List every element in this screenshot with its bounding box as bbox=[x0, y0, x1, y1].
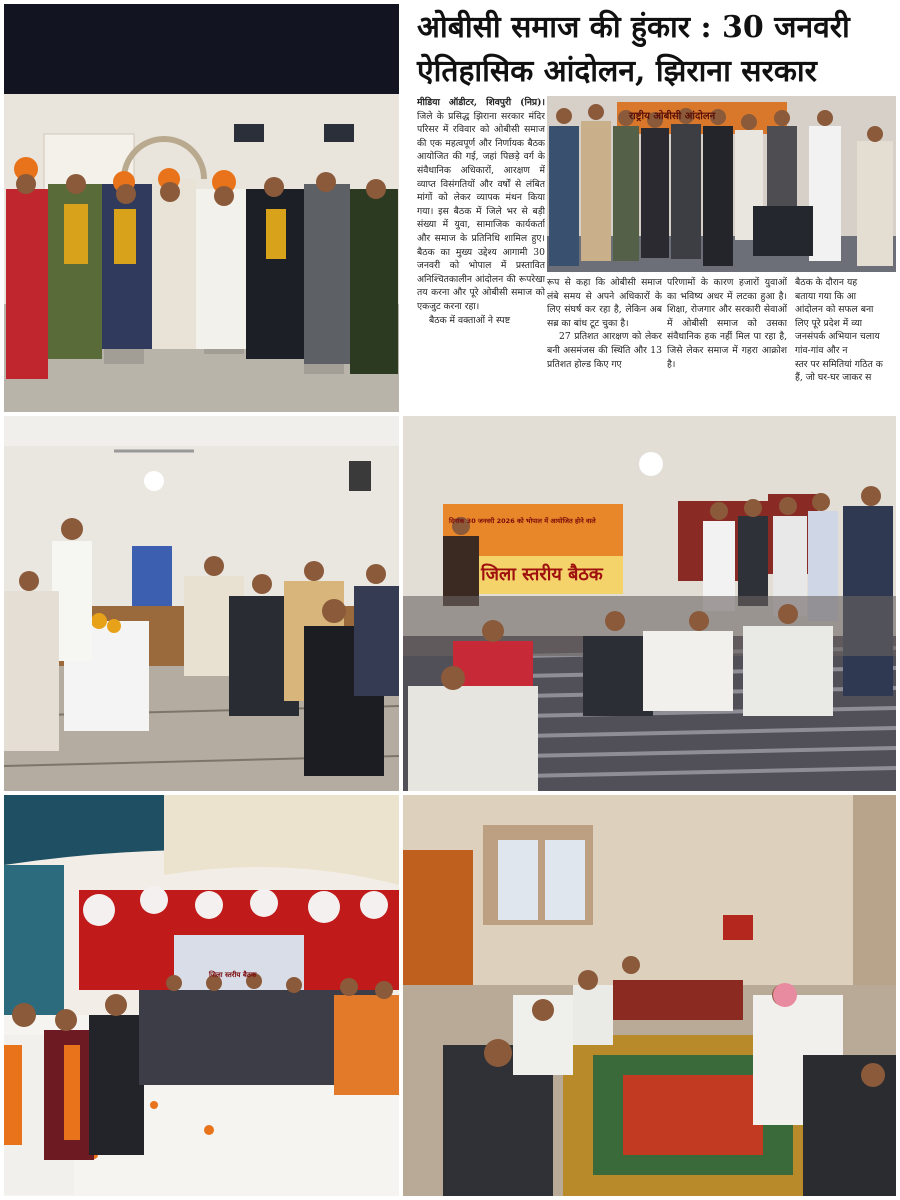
headline-line-2: ऐतिहासिक आंदोलन, झिराना सरकार bbox=[417, 54, 817, 89]
column-2-para-2: 27 प्रतिशत आरक्षण को लेकर बनी असमंजस की स्थिति और 13 प्रतिशत होल्ड किए गए bbox=[547, 331, 662, 370]
photo-temple-hall-meeting bbox=[403, 795, 896, 1196]
article-column-4 bbox=[795, 276, 895, 406]
photo-district-meeting bbox=[403, 416, 896, 791]
column-1-tail: बैठक में वक्ताओं ने स्पष्ट bbox=[429, 314, 511, 326]
dateline: मीडिया ऑडीटर, शिवपुरी (निप्र)। bbox=[417, 97, 545, 108]
newspaper-headline bbox=[417, 6, 892, 94]
column-4-line: आंदोलन को सफल बना bbox=[795, 304, 874, 316]
column-2-para-1: रूप से कहा कि ओबीसी समाज लंबे समय से अपने अधिकारों के लिए संघर्ष कर रहा है, लेकिन अब सब्र का बांध टूट चुका है। bbox=[547, 277, 662, 329]
photo-felicitation-group bbox=[4, 4, 399, 412]
column-4-line: स्तर पर समितियां गठित क bbox=[795, 358, 883, 370]
photo-decorated-hall bbox=[4, 795, 399, 1196]
column-4-line: जनसंपर्क अभियान चलाय bbox=[795, 331, 880, 343]
banner-date-line: दिनांक 30 जनवरी 2026 को भोपाल में आयोजित होने वाले bbox=[449, 517, 596, 525]
article-photo bbox=[547, 96, 896, 272]
photo-banner-text: राष्ट्रीय ओबीसी आंदोलन bbox=[629, 111, 716, 122]
article-column-1 bbox=[417, 96, 545, 396]
column-4-line: गांव-गांव और न bbox=[795, 344, 848, 356]
hall-banner-title: जिला स्तरीय बैठक bbox=[209, 971, 257, 979]
headline-line-1: ओबीसी समाज की हुंकार : 30 जनवरी bbox=[417, 10, 850, 45]
banner-main-title: जिला स्तरीय बैठक bbox=[481, 564, 603, 585]
column-4-line: लिए पूरे प्रदेश में व्या bbox=[795, 317, 863, 329]
newspaper-clipping bbox=[403, 4, 896, 412]
article-column-2 bbox=[547, 276, 662, 406]
column-4-line: हैं, जो घर-घर जाकर स bbox=[795, 372, 872, 384]
photo-indoor-meeting bbox=[4, 416, 399, 791]
column-4-line: बैठक के दौरान यह bbox=[795, 277, 858, 288]
article-column-3 bbox=[667, 276, 787, 406]
column-1-body: जिले के प्रसिद्ध झिराना सरकार मंदिर परिसर में रविवार को ओबीसी समाज की एक महत्वपूर्ण और निर्णायक बैठक आयोजित की गई, जहां पिछड़े वर्ग के संवैधानिक अधिकारों, आरक्षण में व्याप्त विसंगतियों और वर्षों से लंबित मांगों को लेकर व्यापक मंथन किया गया। इस बैठक में जिले भर से बड़ी संख्या में युवा, सामाजिक कार्यकर्ता और समाज के प्रतिनिधि शामिल हुए। बैठक का मुख्य उद्देश्य आगामी 30 जनवरी को भोपाल में प्रस्तावित अनिश्चितकालीन आंदोलन की रूपरेखा तय करना और पूरे ओबीसी समाज को एकजुट करना रहा। bbox=[417, 110, 545, 312]
column-3-body: परिणामों के कारण हजारों युवाओं का भविष्य अधर में लटका हुआ है। शिक्षा, रोजगार और सरकारी सेवाओं में ओबीसी समाज को उसका संवैधानिक हक नहीं मिल पा रहा है, जिसे लेकर समाज में गहरा आक्रोश है। bbox=[667, 277, 787, 370]
column-4-line: बताया गया कि आ bbox=[795, 290, 857, 302]
